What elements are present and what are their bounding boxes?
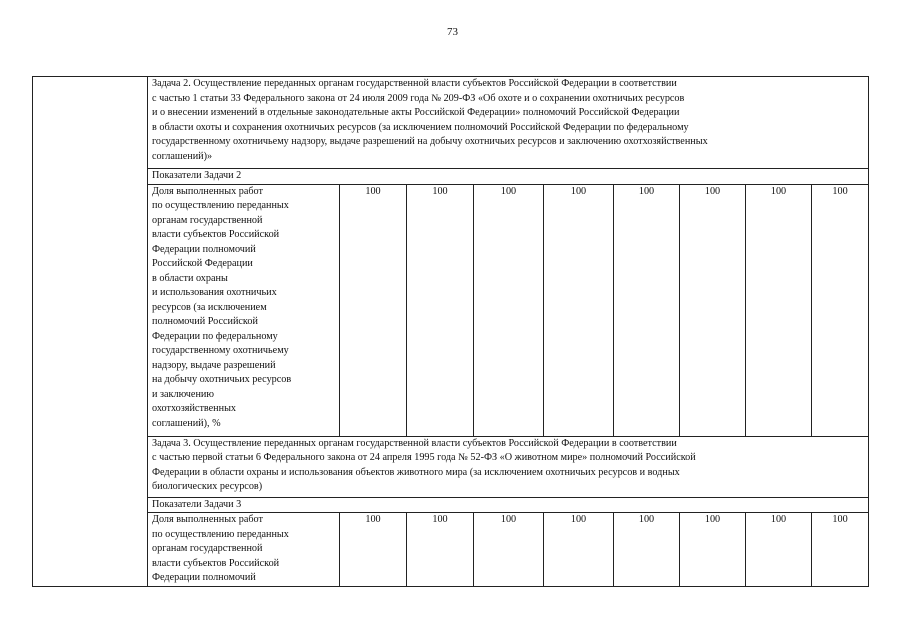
task3-value: 100 [407, 513, 474, 587]
task2-indicators-label-row [33, 169, 869, 185]
left-empty-column [33, 77, 148, 587]
task2-heading: Задача 2. Осуществление переданных органам государственной власти субъектов Российской Федерации в соответствии с частью 1 статьи 33 Федерального закона от 24 июля 2009 года № 209-ФЗ «Об охоте и о сохранении охотничьих ресурсов и о внесении изменений в отдельные законодательные акты Российской Федерации» полномочий Российской Федерации в области охоты и сохранения охотничьих ресурсов (за исключением полномочий Российской Федерации по федеральному государственному охотничьему надзору, выдаче разрешений на добычу охотничьих ресурсов и заключению охотхозяйственных соглашений)» [148, 77, 869, 169]
task2-indicator-row [33, 184, 869, 436]
task3-indicator-name: Доля выполненных работ по осуществлению переданных органам государственной власти субъектов Российской Федерации полномочий [148, 513, 340, 587]
task3-value: 100 [340, 513, 407, 587]
task2-value: 100 [407, 184, 474, 436]
task3-heading: Задача 3. Осуществление переданных органам государственной власти субъектов Российской Федерации в соответствии с частью первой статьи 6 Федерального закона от 24 апреля 1995 года № 52-ФЗ «О животном мире» полномочий Российской Федерации в области охраны и использования объектов животного мира (за исключением охотничьих ресурсов и водных биологических ресурсов) [148, 436, 869, 497]
page-number: 73 [447, 26, 458, 38]
task2-value: 100 [812, 184, 869, 436]
task3-indicators-label: Показатели Задачи 3 [148, 497, 869, 513]
task3-indicators-label-row [33, 497, 869, 513]
task3-indicator-row [33, 513, 869, 587]
task3-value: 100 [474, 513, 544, 587]
task3-value: 100 [614, 513, 680, 587]
task2-indicator-name: Доля выполненных работ по осуществлению переданных органам государственной власти субъектов Российской Федерации полномочий Российской Федерации в области охраны и использования охотничьих ресурсов (за исключением полномочий Российской Федерации по федеральному государственному охотничьему надзору, выдаче разрешений на добычу охотничьих ресурсов и заключению охотхозяйственных соглашений), % [148, 184, 340, 436]
indicators-table [32, 76, 869, 587]
task2-value: 100 [544, 184, 614, 436]
task2-value: 100 [340, 184, 407, 436]
task2-value: 100 [746, 184, 812, 436]
task2-value: 100 [614, 184, 680, 436]
task3-value: 100 [746, 513, 812, 587]
task3-heading-row [33, 436, 869, 497]
task2-indicators-label: Показатели Задачи 2 [148, 169, 869, 185]
task3-value: 100 [680, 513, 746, 587]
task2-value: 100 [680, 184, 746, 436]
task2-value: 100 [474, 184, 544, 436]
task2-heading-row [33, 77, 869, 169]
task3-value: 100 [812, 513, 869, 587]
task3-value: 100 [544, 513, 614, 587]
